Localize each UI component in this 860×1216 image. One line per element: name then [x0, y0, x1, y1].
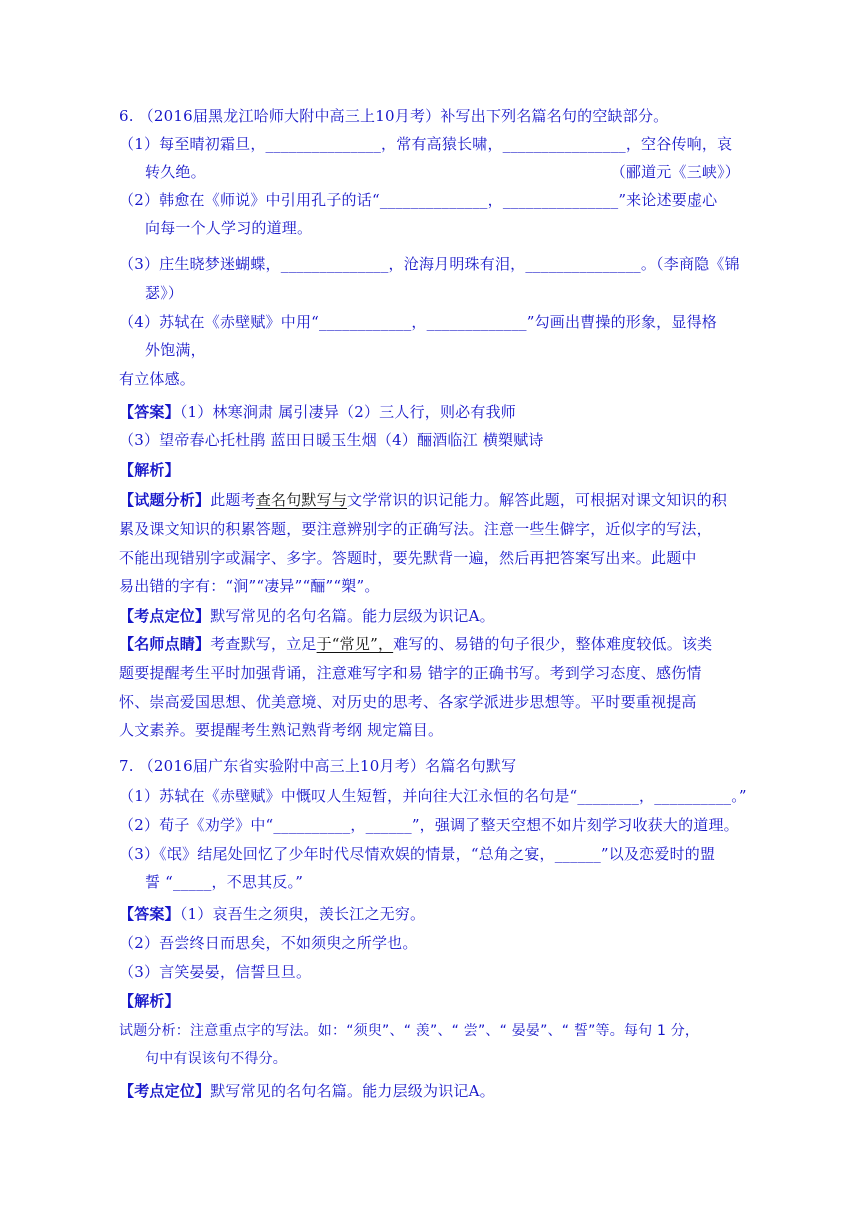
q6-analysis-line4: 易出错的字有：“涧”“凄异”“酾”“槊”。: [119, 577, 380, 595]
answer-text: （1）林寒涧肃 属引凄异（2）三人行，则必有我师: [179, 403, 516, 421]
q6-part3-line2: 瑟》）: [145, 284, 184, 302]
q7-analysis-line2: 句中有误该句不得分。: [145, 1051, 287, 1067]
q7-analysis-tag: 【解析】: [119, 992, 180, 1010]
mingshi-text-pre: 考查默写，立足: [210, 635, 317, 653]
kaodian-text: 默写常见的名句名篇。能力层级为识记A。: [210, 1082, 495, 1100]
q6-part3-line1: （3）庄生晓梦迷蝴蝶，______________，沧海月明珠有泪，_______________。（李商隐《锦: [119, 255, 740, 273]
q7-analysis-line1: 试题分析：注意重点字的写法。如：“须臾”、“ 羡”、“ 尝”、“ 晏晏”、“ 誓”等。每句 1 分，: [119, 1023, 700, 1039]
q6-mingshi-line2: 题要提醒考生平时加强背诵，注意难写字和易 错字的正确书写。考到学习态度、感伤情: [119, 664, 702, 682]
q6-kaodian: [119, 606, 495, 626]
q6-answer-line1: [119, 402, 516, 422]
q6-analysis-tag: 【解析】: [119, 461, 180, 479]
q7-part3-line2: 誓 “_____，不思其反。”: [145, 873, 304, 891]
q6-part4-line3: 有立体感。: [119, 370, 196, 388]
kaodian-tag: 【考点定位】: [119, 1082, 211, 1100]
kaodian-tag: 【考点定位】: [119, 607, 211, 625]
q6-analysis-line1: [119, 490, 727, 510]
q6-analysis-line3: 不能出现错别字或漏字、多字。答题时，要先默背一遍，然后再把答案写出来。此题中: [119, 549, 697, 567]
q6-part4-line1: （4）苏轼在《赤壁赋》中用“____________，_____________”勾画出曹操的形象，显得格: [119, 313, 717, 331]
q6-mingshi-line4: 人文素养。要提醒考生熟记熟背考纲 规定篇目。: [119, 721, 444, 739]
q6-part2-line2: 向每一个人学习的道理。: [145, 219, 313, 237]
q6-answer-line2: （3）望帝春心托杜鹃 蓝田日暖玉生烟（4）酾酒临江 横槊赋诗: [119, 431, 544, 449]
analysis-text-pre: 此题考: [210, 491, 256, 509]
analysis-text-underlined: 查名句默写与: [255, 491, 348, 509]
q7-part3-line1: （3）《氓》结尾处回忆了少年时代尽情欢娱的情景，“总角之宴，______”以及恋爱时的盟: [119, 845, 716, 863]
q6-header: 6. （2016届黑龙江哈师大附中高三上10月考）补写出下列名篇名句的空缺部分。: [119, 107, 669, 125]
q7-part2: （2）荀子《劝学》中“__________，______”，强调了整天空想不如片刻学习收获大的道理。: [119, 816, 739, 834]
kaodian-text: 默写常见的名句名篇。能力层级为识记A。: [210, 607, 495, 625]
analysis-label: 【试题分析】: [119, 491, 211, 509]
analysis-text-post: 文学常识的识记能力。解答此题，可根据对课文知识的积: [347, 491, 728, 509]
answer-tag: 【答案】: [119, 403, 180, 421]
q7-kaodian: [119, 1081, 495, 1101]
q6-mingshi-line3: 怀、崇高爱国思想、优美意境、对历史的思考、各家学派进步思想等。平时要重视提高: [119, 693, 697, 711]
q6-part1-line2: 转久绝。: [145, 163, 206, 181]
q6-part1-line1: （1）每至晴初霜旦，_______________，常有高猿长啸，________________，空谷传响，哀: [119, 135, 733, 153]
mingshi-text-underlined: 于“常见”，: [316, 635, 394, 653]
mingshi-tag: 【名师点睛】: [119, 635, 211, 653]
answer-text: （1）哀吾生之须臾，羡长江之无穷。: [179, 905, 426, 923]
q6-part2-line1: （2）韩愈在《师说》中引用孔子的话“______________，_______________”来论述要虚心: [119, 191, 718, 209]
q7-answer-line3: （3）言笑晏晏，信誓旦旦。: [119, 963, 312, 981]
q7-header: 7. （2016届广东省实验附中高三上10月考）名篇名句默写: [119, 757, 517, 775]
q6-analysis-line2: 累及课文知识的积累答题，要注意辨别字的正确写法。注意一些生僻字，近似字的写法，: [119, 520, 712, 538]
q7-part1: （1）苏轼在《赤壁赋》中慨叹人生短暂，并向往大江永恒的名句是“________，__________。”: [119, 787, 747, 805]
mingshi-text-post: 难写的、易错的句子很少，整体难度较低。该类: [393, 635, 713, 653]
q6-part4-line2: 外饱满，: [145, 341, 206, 359]
q6-mingshi-line1: [119, 634, 712, 654]
q7-answer-line2: （2）吾尝终日而思矣，不如须臾之所学也。: [119, 934, 418, 952]
q6-part1-source: （郦道元《三峡》）: [610, 163, 740, 181]
q7-answer-line1: [119, 904, 425, 924]
answer-tag: 【答案】: [119, 905, 180, 923]
